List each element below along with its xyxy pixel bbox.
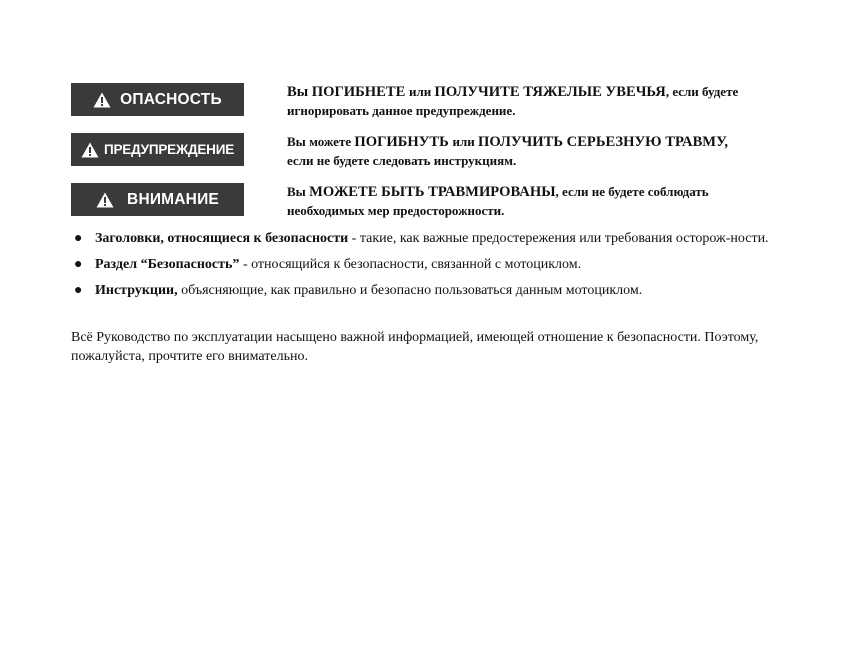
bullet-dot-icon: ● <box>74 257 83 272</box>
safety-bullet-list <box>71 230 806 308</box>
danger-desc-part: или <box>408 84 435 99</box>
warning-badge-label: ПРЕДУПРЕЖДЕНИЕ <box>103 142 235 157</box>
warning-description <box>287 133 807 171</box>
bullet-bold-text: Заголовки, относящиеся к безопасности <box>95 231 349 246</box>
warning-triangle-icon <box>96 192 114 208</box>
danger-desc-part: Вы ПОГИБНЕТЕ <box>287 84 409 100</box>
danger-desc-line2: игнорировать данное предупреждение. <box>287 103 516 118</box>
warning-badge <box>71 133 244 166</box>
bullet-text: - относящийся к безопасности, связанной с мотоциклом. <box>239 257 582 272</box>
caution-desc-part: МОЖЕТЕ БЫТЬ ТРАВМИРОВАНЫ <box>309 184 556 200</box>
danger-desc-part: , если будете <box>665 84 739 99</box>
danger-description <box>287 83 807 121</box>
caution-desc-part: Вы <box>287 184 310 199</box>
warning-desc-part: Вы можете <box>287 134 355 149</box>
warning-triangle-icon <box>93 92 111 108</box>
bullet-dot-icon: ● <box>74 283 83 298</box>
danger-badge-label: ОПАСНОСТЬ <box>120 90 222 108</box>
caution-desc-line2: необходимых мер предосторожности. <box>287 203 505 218</box>
list-item <box>71 230 806 248</box>
caution-badge <box>71 183 244 216</box>
danger-badge <box>71 83 244 116</box>
warning-triangle-icon <box>81 142 99 158</box>
bullet-bold-text: Инструкции, <box>95 283 178 298</box>
danger-desc-part: ПОЛУЧИТЕ ТЯЖЕЛЫЕ УВЕЧЬЯ <box>434 84 666 100</box>
warning-desc-part: ПОГИБНУТЬ <box>354 134 453 150</box>
caution-badge-label: ВНИМАНИЕ <box>127 190 219 208</box>
list-item <box>71 282 806 300</box>
bullet-bold-text: Раздел “Безопасность” <box>95 257 240 272</box>
bullet-text: - такие, как важные предостережения или требования осторож-ности. <box>348 231 769 246</box>
closing-paragraph: Всё Руководство по эксплуатации насыщено важной информацией, имеющей отношение к безопасности. Поэтому, пожалуйста, прочтите его внимательно. <box>71 330 759 364</box>
caution-desc-part: , если не будете соблюдать <box>555 184 709 199</box>
warning-desc-line2: если не будете следовать инструкциям. <box>287 153 517 168</box>
bullet-text: объясняющие, как правильно и безопасно пользоваться данным мотоциклом. <box>177 283 643 298</box>
warning-desc-part: или <box>452 134 478 149</box>
caution-description <box>287 183 807 221</box>
bullet-dot-icon: ● <box>74 231 83 246</box>
list-item <box>71 256 806 274</box>
warning-desc-part: ПОЛУЧИТЬ СЕРЬЕЗНУЮ ТРАВМУ, <box>478 134 729 150</box>
